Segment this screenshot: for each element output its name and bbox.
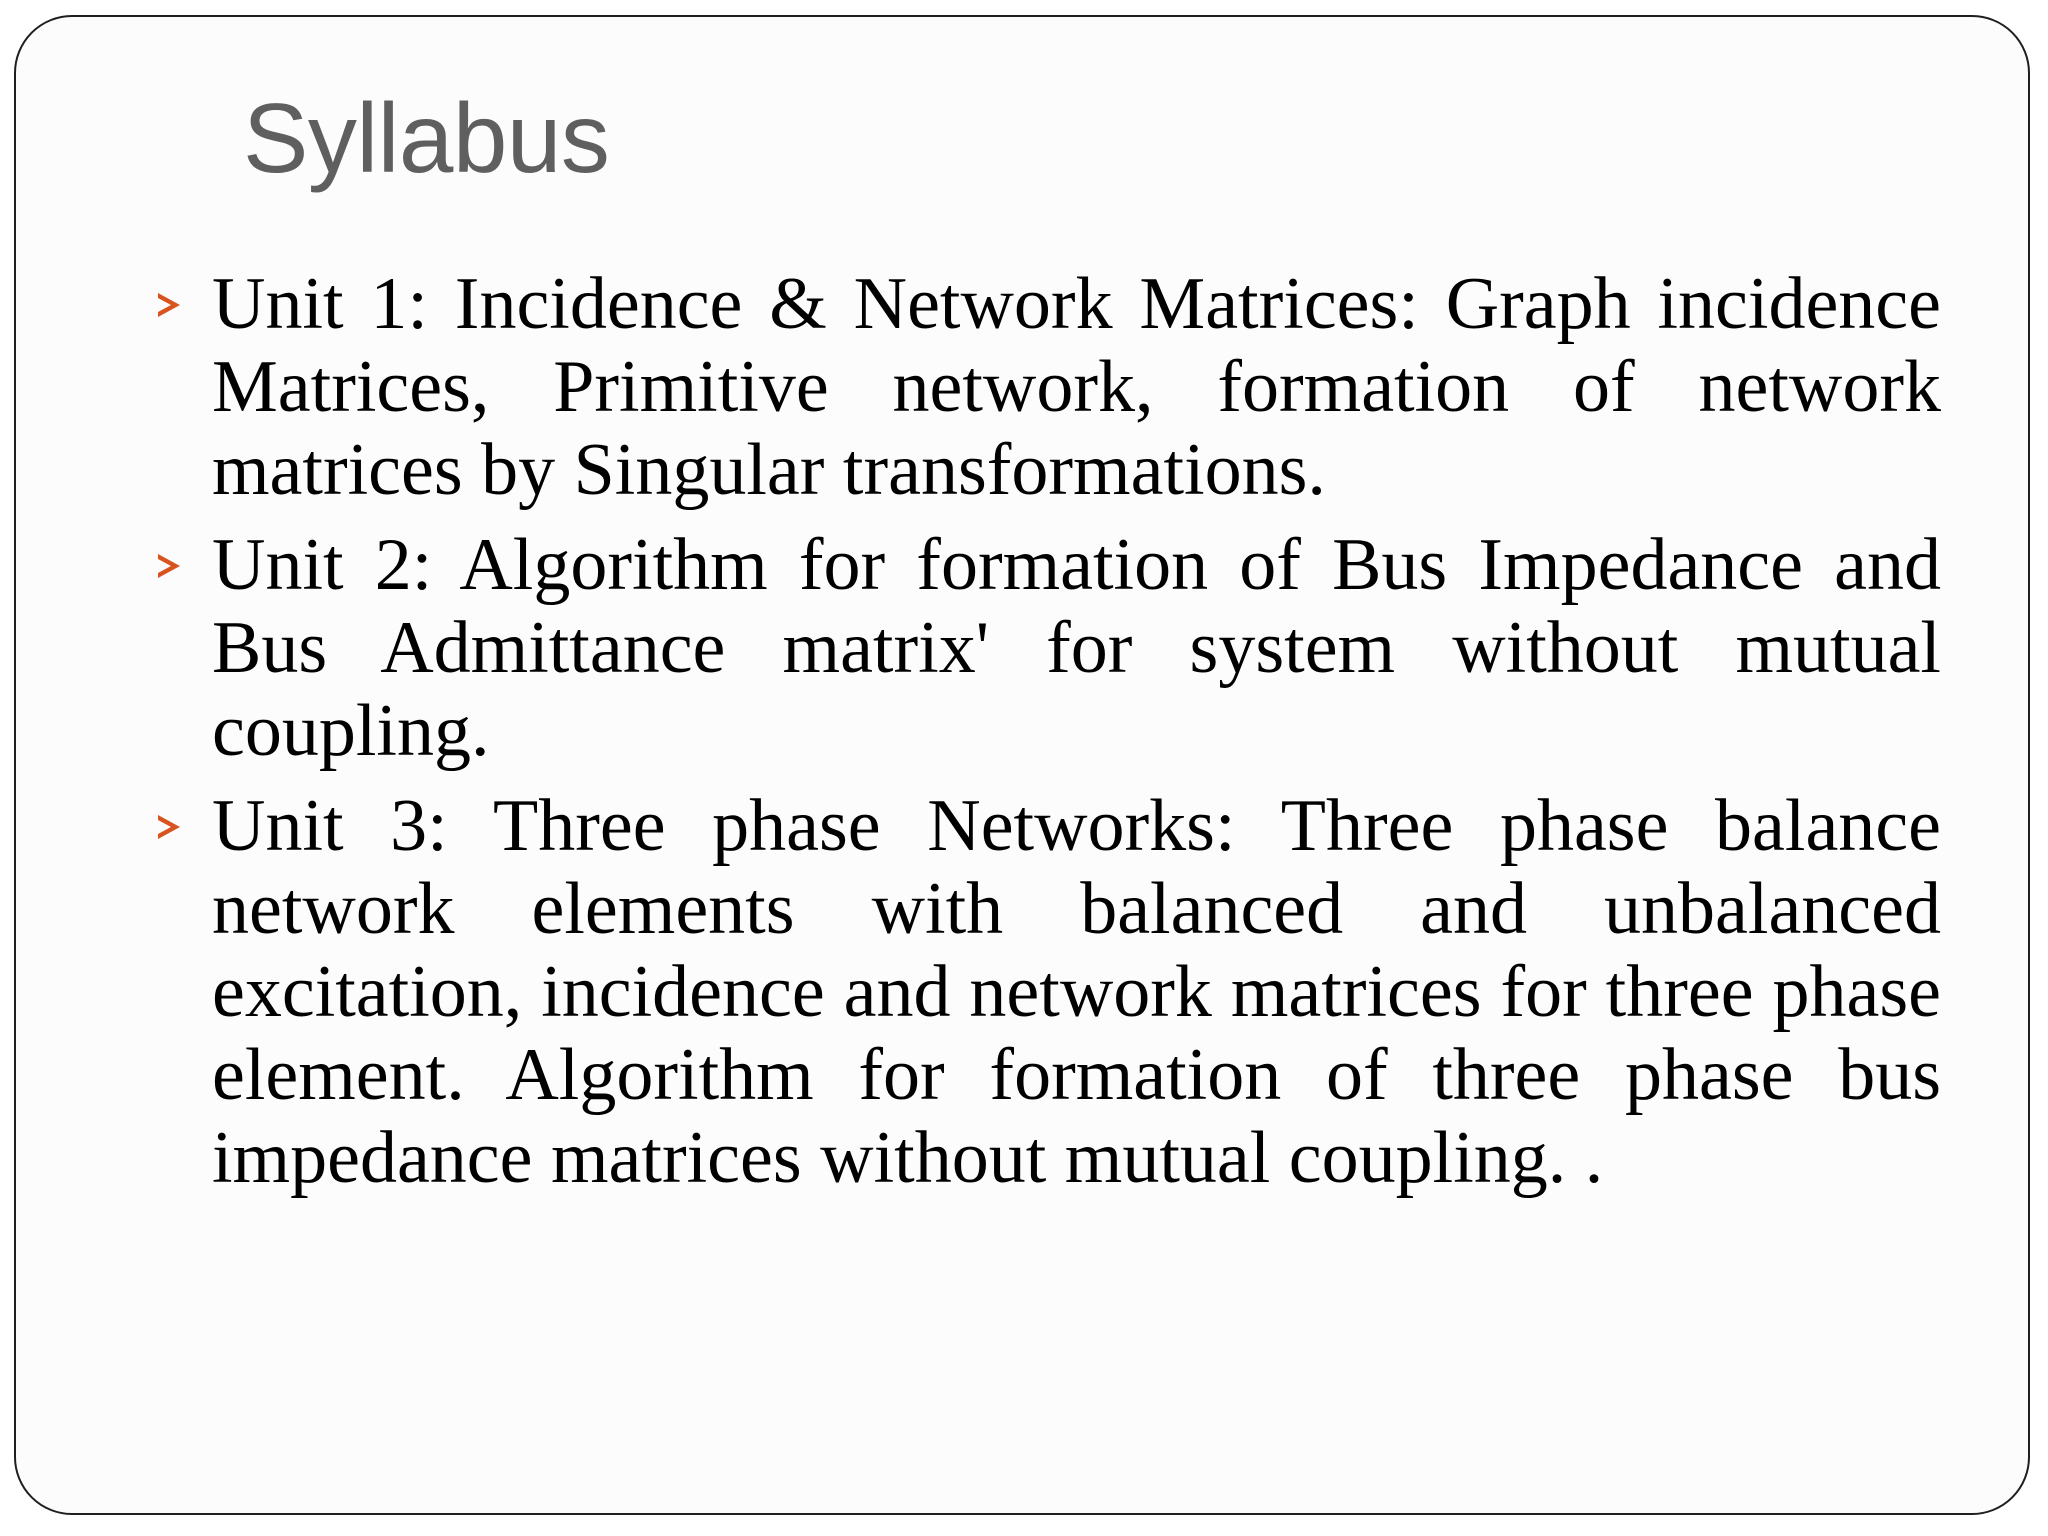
arrow-bullet-icon [154, 524, 212, 608]
list-item-unit-2 [154, 524, 1941, 773]
arrow-bullet-icon [154, 785, 212, 869]
arrow-bullet-icon [154, 263, 212, 347]
list-item-text: Unit 2: Algorithm for formation of Bus Impedance and Bus Admittance matrix' for system without mutual coupling. [212, 524, 1941, 772]
list-item-unit-3 [154, 785, 1941, 1200]
slide-frame [14, 15, 2030, 1515]
slide-title: Syllabus [243, 83, 610, 193]
list-item-text: Unit 1: Incidence & Network Matrices: Graph incidence Matrices, Primitive network, formation of network matrices by Singular transformations. [212, 263, 1941, 511]
list-item-unit-1 [154, 263, 1941, 512]
list-item-text: Unit 3: Three phase Networks: Three phase balance network elements with balanced and unbalanced excitation, incidence and network matrices for three phase element. Algorithm for formation of three phase bus impedance matrices without mutual coupling. . [212, 785, 1941, 1199]
syllabus-list [154, 263, 1941, 1212]
